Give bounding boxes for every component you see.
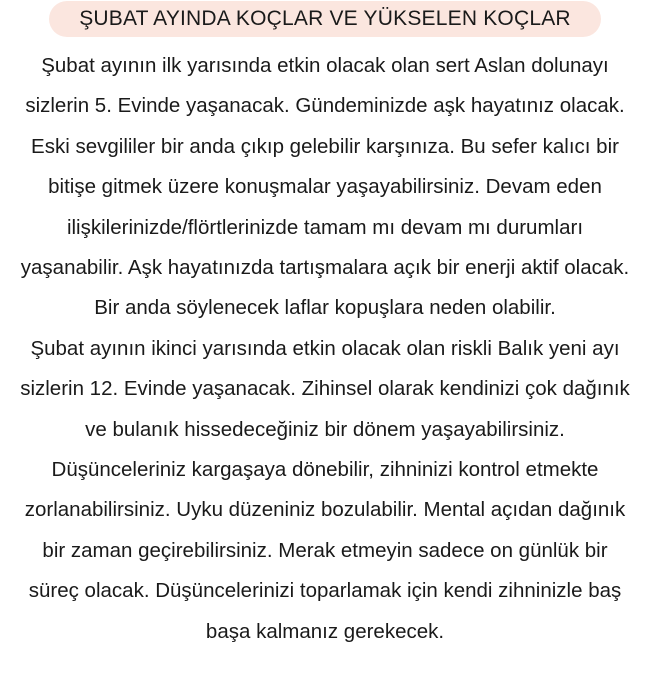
text-line: süreç olacak. Düşüncelerinizi toparlamak için kendi zihninizle baş	[28, 579, 622, 603]
text-line: ilişkilerinizde/flörtlerinizde tamam mı devam mı durumları	[66, 215, 584, 239]
text-line: Şubat ayının ilk yarısında etkin olacak olan sert Aslan dolunayı	[41, 54, 609, 77]
text-line: ve bulanık hissedeceğiniz bir dönem yaşayabilirsiniz.	[85, 417, 565, 441]
text-line: yaşanabilir. Aşk hayatınızda tartışmalara açık bir enerji aktif olacak.	[20, 256, 630, 280]
text-line: Bir anda söylenecek laflar kopuşlara neden olabilir.	[94, 296, 556, 320]
text-line: sizlerin 5. Evinde yaşanacak. Gündeminizde aşk hayatınız olacak.	[25, 94, 625, 118]
text-line: başa kalmanız gerekecek.	[205, 619, 445, 643]
text-line: sizlerin 12. Evinde yaşanacak. Zihinsel olarak kendinizi çok dağınık	[20, 377, 630, 401]
text-line: zorlanabilirsiniz. Uyku düzeniniz bozulabilir. Mental açıdan dağınık	[24, 498, 626, 522]
horoscope-text	[4, 46, 646, 652]
page-title: ŞUBAT AYINDA KOÇLAR VE YÜKSELEN KOÇLAR	[49, 1, 601, 37]
title-wrapper	[0, 1, 650, 37]
text-line: Şubat ayının ikinci yarısında etkin olacak olan riskli Balık yeni ayı	[30, 336, 620, 360]
text-line: bitişe gitmek üzere konuşmalar yaşayabilirsiniz. Devam eden	[48, 175, 602, 199]
text-line: Eski sevgililer bir anda çıkıp gelebilir karşınıza. Bu sefer kalıcı bir	[31, 134, 619, 158]
text-line: Düşünceleriniz kargaşaya dönebilir, zihninizi kontrol etmekte	[51, 458, 599, 482]
text-line: bir zaman geçirebilirsiniz. Merak etmeyin sadece on günlük bir	[42, 538, 608, 562]
